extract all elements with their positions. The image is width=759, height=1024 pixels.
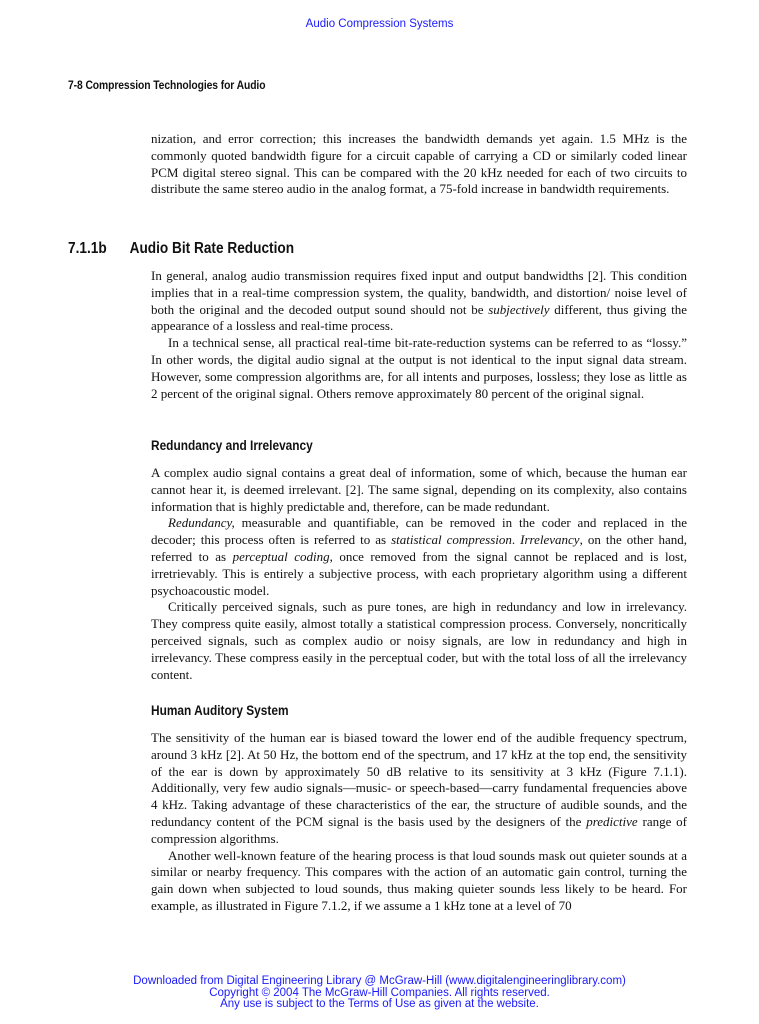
redundancy-paragraph-3: Critically perceived signals, such as pure tones, are high in redundancy and low in irrelevancy. They compress quite easily, almost totally a statistical compression process. Conversely, noncritically perceived signals, such as complex audio or noisy signals, are low in redundancy and high in irrelevancy. These compress easily in the perceptual coder, but with the total loss of all the irrelevancy content. [151, 599, 687, 682]
footer-download-link[interactable]: Downloaded from Digital Engineering Library @ McGraw-Hill (www.digitalengineeringlibrary.com) [133, 975, 626, 987]
auditory-paragraph-2: Another well-known feature of the hearing process is that loud sounds mask out quieter sounds at a similar or nearby frequency. This compares with the action of an automatic gain control, turning the gain down when subjected to loud sounds, thus making quieter sounds less likely to be heard. For example, as illustrated in Figure 7.1.2, if we assume a 1 kHz tone at a level of 70 [151, 847, 687, 913]
auditory-body [151, 730, 687, 915]
redundancy-paragraph-1: A complex audio signal contains a great deal of information, some of which, because the human ear cannot hear it, is deemed irrelevant. [2]. The same signal, depending on its complexity, also contains information that is highly predictable and, therefore, can be made redundant. [151, 465, 687, 514]
footer [0, 976, 759, 1011]
redundancy-paragraph-2: Redundancy, measurable and quantifiable, can be removed in the coder and replaced in the decoder; this process often is referred to as statistical compression. Irrelevancy, on the other hand, referred to as perceptual coding, once removed from the signal cannot be replaced and is lost, irretrievably. This is entirely a subjective process, with each proprietary algorithm using a different psychoacoustic model. [151, 515, 687, 598]
auditory-paragraph-1: The sensitivity of the human ear is biased toward the lower end of the audible frequency spectrum, around 3 kHz [2]. At 50 Hz, the bottom end of the spectrum, and 17 kHz at the top end, the sensitivity of the ear is down by approximately 50 dB relative to its sensitivity at 3 kHz (Figure 7.1.1). Additionally, very few audio signals—music- or speech-based—carry fundamental frequencies above 4 kHz. Taking advantage of these characteristics of the ear, the structure of audible sounds, and the redundancy content of the PCM signal is the basis used by the designers of the predictive range of compression algorithms. [151, 730, 688, 846]
section-body [151, 268, 687, 402]
subheading-auditory: Human Auditory System [151, 703, 289, 718]
section-title: Audio Bit Rate Reduction [129, 240, 295, 257]
emphasis-subjectively: subjectively [488, 301, 550, 317]
section-paragraph-1: In general, analog audio transmission requires fixed input and output bandwidths [2]. This condition implies that in a real-time compression system, the quality, bandwidth, and distortion/ noise level of both the original and the decoded output sound should not be subjectively different, thus giving the appearance of a lossless and real-time process. [151, 268, 688, 334]
footer-terms-link[interactable]: Any use is subject to the Terms of Use as given at the website. [220, 998, 539, 1010]
emphasis-predictive: predictive [586, 813, 638, 829]
section-heading [68, 240, 294, 258]
redundancy-body [151, 465, 687, 683]
running-head: 7-8 Compression Technologies for Audio [68, 78, 266, 92]
intro-paragraph: nization, and error correction; this increases the bandwidth demands yet again. 1.5 MHz is the commonly quoted bandwidth figure for a circuit capable of carrying a CD or similarly coded linear PCM digital stereo signal. This can be compared with the 20 kHz needed for each of two circuits to distribute the same stereo audio in the analog format, a 75-fold increase in bandwidth requirements. [151, 131, 687, 197]
footer-copyright: Copyright © 2004 The McGraw-Hill Companies. All rights reserved. [209, 986, 550, 999]
section-number: 7.1.1b [68, 240, 107, 257]
subheading-redundancy: Redundancy and Irrelevancy [151, 438, 313, 453]
header-link[interactable]: Audio Compression Systems [305, 18, 454, 30]
section-paragraph-2: In a technical sense, all practical real-time bit-rate-reduction systems can be referred to as “lossy.” In other words, the digital audio signal at the output is not identical to the input signal data stream. However, some compression algorithms are, for all intents and purposes, lossless; they lose as little as 2 percent of the original signal. Others remove approximately 80 percent of the original signal. [151, 335, 687, 401]
intro-paragraph-block [151, 131, 687, 198]
